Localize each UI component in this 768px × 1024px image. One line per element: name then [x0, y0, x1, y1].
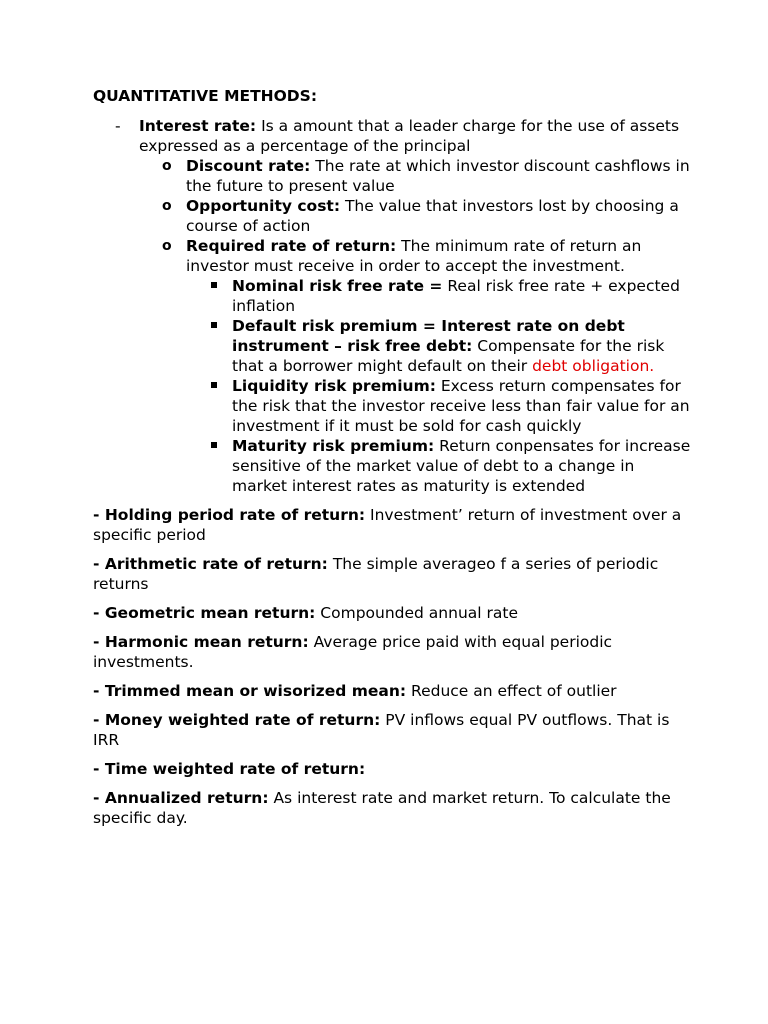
circle-bullet-marker: o: [162, 158, 172, 174]
section-paragraph: [93, 603, 693, 623]
list-item: [93, 276, 693, 316]
term: Maturity risk premium:: [232, 437, 435, 455]
list-item: [93, 156, 693, 196]
section-paragraph: [93, 632, 693, 672]
definition: PV inflows equal PV outflows. That is IRR: [93, 711, 670, 749]
term: - Harmonic mean return:: [93, 633, 309, 651]
term: - Geometric mean return:: [93, 604, 316, 622]
term: - Money weighted rate of return:: [93, 711, 381, 729]
section-paragraph: [93, 788, 693, 828]
definition: The minimum rate of return an investor must receive in order to accept the investment.: [186, 237, 642, 275]
section-paragraph: [93, 505, 693, 545]
definition: Reduce an effect of outlier: [406, 682, 617, 700]
definition: Average price paid with equal periodic investments.: [93, 633, 613, 671]
term: Opportunity cost:: [186, 197, 341, 215]
list-item: [93, 316, 693, 376]
circle-bullet-marker: o: [162, 198, 172, 214]
list-item: [93, 196, 693, 236]
definition: The simple averageo f a series of periodic returns: [93, 555, 659, 593]
section-paragraph: [93, 759, 693, 779]
section-paragraph: [93, 710, 693, 750]
definition-sections: [93, 505, 693, 828]
dash-bullet-marker: -: [115, 117, 121, 135]
highlighted-text: debt obligation.: [532, 357, 655, 375]
circle-bullet-marker: o: [162, 238, 172, 254]
definition: Compounded annual rate: [315, 604, 518, 622]
document-page: [93, 86, 693, 837]
definition: Return conpensates for increase sensitive of the market value of debt to a change in market interest rates as maturity is extended: [232, 437, 691, 495]
term: Nominal risk free rate =: [232, 277, 443, 295]
term: Required rate of return:: [186, 237, 397, 255]
definition: Excess return compensates for the risk that the investor receive less than fair value for an investment if it must be sold for cash quickly: [232, 377, 690, 435]
term: Liquidity risk premium:: [232, 377, 436, 395]
term: - Annualized return:: [93, 789, 269, 807]
section-paragraph: [93, 681, 693, 701]
section-paragraph: [93, 554, 693, 594]
definition: The rate at which investor discount cashflows in the future to present value: [186, 157, 690, 195]
definition: Is a amount that a leader charge for the use of assets expressed as a percentage of the principal: [139, 117, 680, 155]
list-item: [93, 236, 693, 276]
square-bullet-icon: [211, 382, 217, 388]
bullet-list: [93, 116, 693, 496]
definition: Compensate for the risk that a borrower might default on their: [232, 337, 665, 375]
square-bullet-icon: [211, 322, 217, 328]
definition: The value that investors lost by choosing a course of action: [186, 197, 679, 235]
square-bullet-icon: [211, 282, 217, 288]
term: Discount rate:: [186, 157, 311, 175]
list-item: [93, 116, 693, 156]
list-item: [93, 376, 693, 436]
term: - Trimmed mean or wisorized mean:: [93, 682, 407, 700]
term: Default risk premium = Interest rate on debt instrument – risk free debt:: [232, 317, 625, 355]
term: - Arithmetic rate of return:: [93, 555, 328, 573]
definition: Investment’ return of investment over a specific period: [93, 506, 682, 544]
term: - Time weighted rate of return:: [93, 760, 366, 778]
term: - Holding period rate of return:: [93, 506, 366, 524]
definition: Real risk free rate + expected inflation: [232, 277, 680, 315]
definition: As interest rate and market return. To calculate the specific day.: [93, 789, 671, 827]
page-title: QUANTITATIVE METHODS:: [93, 87, 318, 105]
square-bullet-icon: [211, 442, 217, 448]
list-item: [93, 436, 693, 496]
term: Interest rate:: [139, 117, 257, 135]
